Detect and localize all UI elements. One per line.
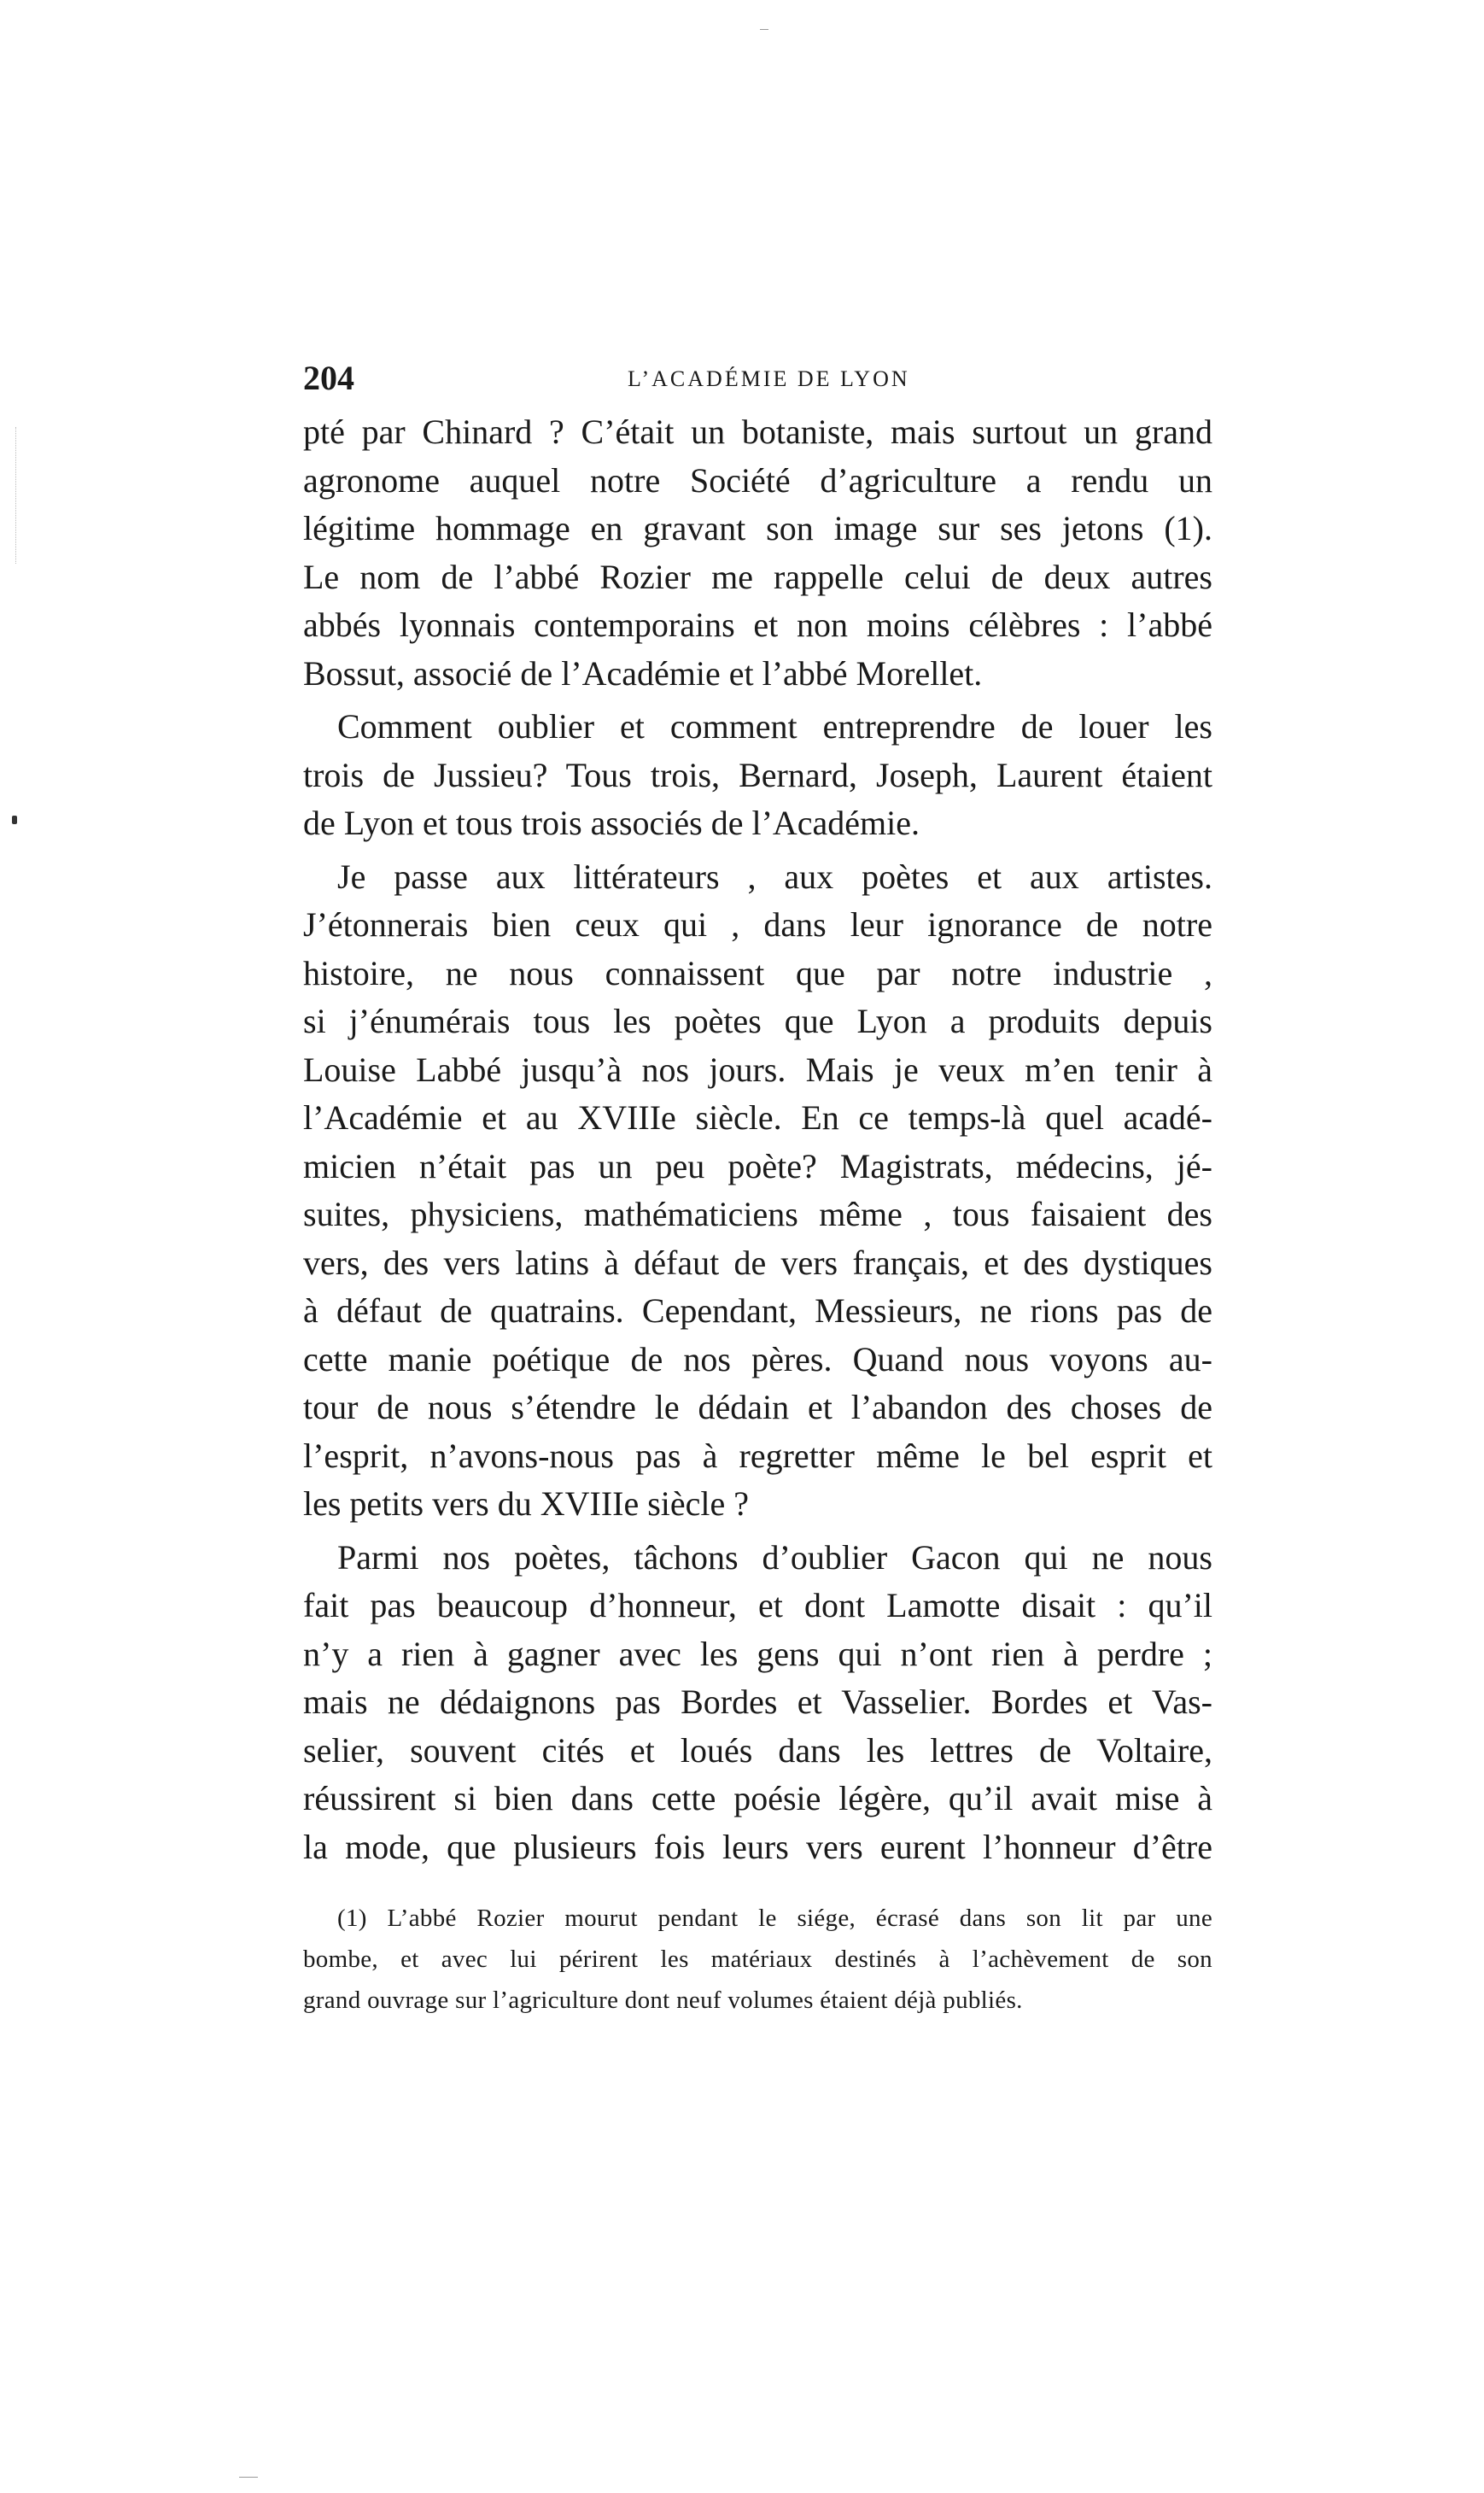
text-line: J’étonnerais bien ceux qui , dans leur ignorance de notre [303,905,1212,944]
text-line: si j’énumérais tous les poètes que Lyon a produits depuis [303,1002,1212,1040]
text-line: les petits vers du XVIIIe siècle ? [303,1484,750,1523]
text-line: Parmi nos poètes, tâchons d’oublier Gacon qui ne nous [337,1537,1212,1577]
paragraph [303,853,1212,1529]
text-line: réussirent si bien dans cette poésie légère, qu’il avait mise à [303,1779,1212,1817]
scan-margin-marks [15,427,18,564]
footnote [303,1898,1212,2021]
text-line: abbés lyonnais contemporains et non moins célèbres : l’abbé [303,606,1212,644]
scan-mark-top [760,29,768,30]
text-line: fait pas beaucoup d’honneur, et dont Lamotte disait : qu’il [303,1586,1212,1624]
text-line: Comment oublier et comment entreprendre de louer les [337,707,1212,746]
text-line: pté par Chinard ? C’était un botaniste, mais surtout un grand [303,413,1212,451]
text-line: Bossut, associé de l’Académie et l’abbé Morellet. [303,653,983,693]
paragraph [303,408,1212,698]
text-line: cette manie poétique de nos pères. Quand nous voyons au- [303,1339,1212,1378]
text-line: histoire, ne nous connaissent que par notre industrie , [303,953,1212,992]
text-line: l’Académie et au XVIIIe siècle. En ce temps-là quel acadé- [303,1098,1212,1137]
text-line: suites, physiciens, mathématiciens même , tous faisaient des [303,1195,1212,1233]
running-title: L’ACADÉMIE DE LYON [628,366,910,391]
paragraph [303,1534,1212,1872]
text-line: micien n’était pas un peu poète? Magistrats, médecins, jé- [303,1146,1212,1185]
text-line: Louise Labbé jusqu’à nos jours. Mais je veux m’en tenir à [303,1050,1212,1089]
body-text [303,408,1212,1876]
text-line: mais ne dédaignons pas Bordes et Vasselier. Bordes et Vas- [303,1682,1212,1721]
footnote-line: (1) L’abbé Rozier mourut pendant le siége, écrasé dans son lit par une [337,1905,1212,1932]
scan-margin-dot [12,816,17,824]
text-line: tour de nous s’étendre le dédain et l’abandon des choses de [303,1388,1212,1426]
text-line: agronome auquel notre Société d’agriculture a rendu un [303,460,1212,500]
text-line: de Lyon et tous trois associés de l’Académie. [303,804,920,842]
text-line: l’esprit, n’avons-nous pas à regretter même le bel esprit et [303,1436,1212,1475]
text-line: la mode, que plusieurs fois leurs vers eurent l’honneur d’être [303,1827,1212,1866]
text-line: vers, des vers latins à défaut de vers français, et des dystiques [303,1243,1212,1282]
scan-mark-bottom [239,2477,258,2478]
text-line: Je passe aux littérateurs , aux poètes et aux artistes. [337,857,1212,896]
text-line: à défaut de quatrains. Cependant, Messieurs, ne rions pas de [303,1291,1212,1330]
text-line: légitime hommage en gravant son image sur ses jetons (1). [303,509,1212,547]
text-line: n’y a rien à gagner avec les gens qui n’ont rien à perdre ; [303,1634,1212,1673]
text-line: selier, souvent cités et loués dans les lettres de Voltaire, [303,1730,1212,1770]
paragraph [303,703,1212,848]
page-number: 204 [303,359,354,397]
footnote-line: grand ouvrage sur l’agriculture dont neuf volumes étaient déjà publiés. [303,1987,1023,2014]
text-line: trois de Jussieu? Tous trois, Bernard, Joseph, Laurent étaient [303,755,1212,794]
running-head [303,357,1212,400]
text-line: Le nom de l’abbé Rozier me rappelle celui de deux autres [303,557,1212,596]
footnote-line: bombe, et avec lui périrent les matériaux destinés à l’achèvement de son [303,1946,1212,1973]
